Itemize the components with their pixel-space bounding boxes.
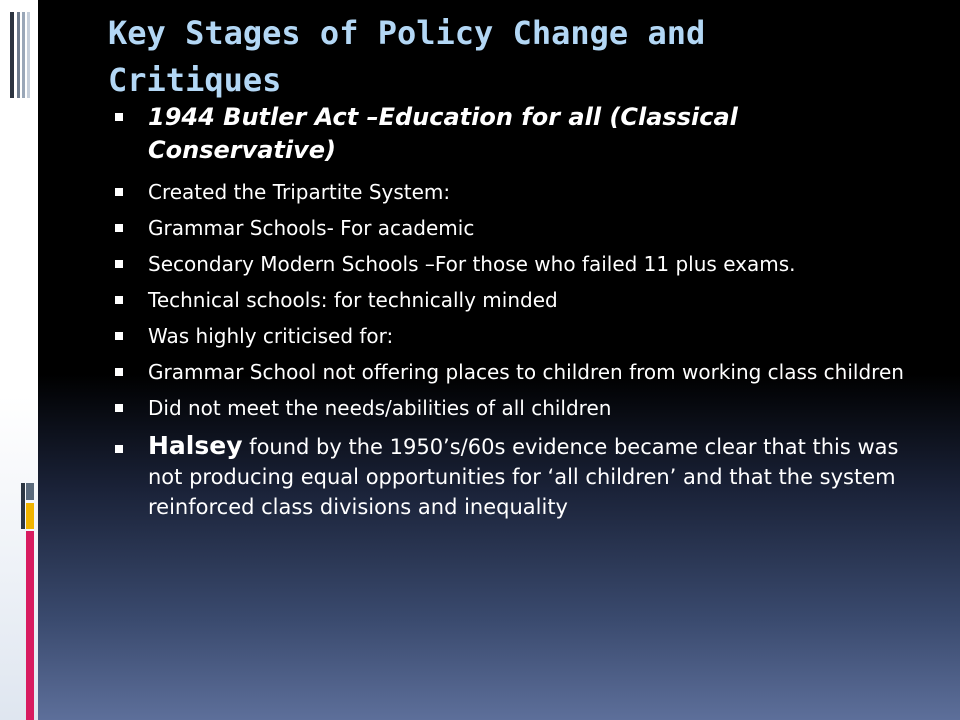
bullet-text: Secondary Modern Schools –For those who failed 11 plus exams. [148, 252, 796, 276]
square-bullet-icon [115, 224, 123, 232]
bullet-item-halsey [115, 431, 915, 522]
bullet-item [115, 215, 915, 242]
bullet-text: Was highly criticised for: [148, 324, 394, 348]
bullet-item [115, 287, 915, 314]
accent-block-gray [26, 483, 34, 500]
square-bullet-icon [115, 404, 123, 412]
accent-bar-top-4 [27, 12, 30, 98]
bullet-item [115, 101, 915, 167]
bullet-text: Grammar School not offering places to children from working class children [148, 360, 904, 384]
bullet-emphasis: Halsey [148, 431, 243, 460]
square-bullet-icon [115, 260, 123, 268]
bullet-text: 1944 Butler Act –Education for all (Classical Conservative) [148, 103, 738, 164]
accent-bar-top-1 [10, 12, 14, 98]
bullet-text: Technical schools: for technically minded [148, 288, 558, 312]
accent-block-dark [21, 483, 25, 529]
bullet-list [115, 101, 915, 522]
square-bullet-icon [115, 113, 123, 121]
slide-title: Key Stages of Policy Change and Critiques [108, 14, 706, 99]
square-bullet-icon [115, 332, 123, 340]
bullet-item [115, 251, 915, 278]
bullet-item [115, 395, 915, 422]
bullet-text: Created the Tripartite System: [148, 180, 451, 204]
square-bullet-icon [115, 296, 123, 304]
accent-bar-top-3 [22, 12, 25, 98]
square-bullet-icon [115, 368, 123, 376]
bullet-item [115, 359, 915, 386]
bullet-text: Grammar Schools- For academic [148, 216, 475, 240]
square-bullet-icon [115, 188, 123, 196]
square-bullet-icon [115, 445, 123, 453]
accent-bar-top-2 [17, 12, 20, 98]
bullet-item [115, 179, 915, 206]
bullet-item [115, 323, 915, 350]
accent-block-yellow [26, 503, 34, 529]
bullet-text: found by the 1950’s/60s evidence became clear that this was not producing equal opportunities for ‘all children’ and that the system reinforced class divisions and inequality [148, 435, 899, 519]
accent-block-magenta [26, 531, 34, 720]
bullet-text: Did not meet the needs/abilities of all children [148, 396, 612, 420]
